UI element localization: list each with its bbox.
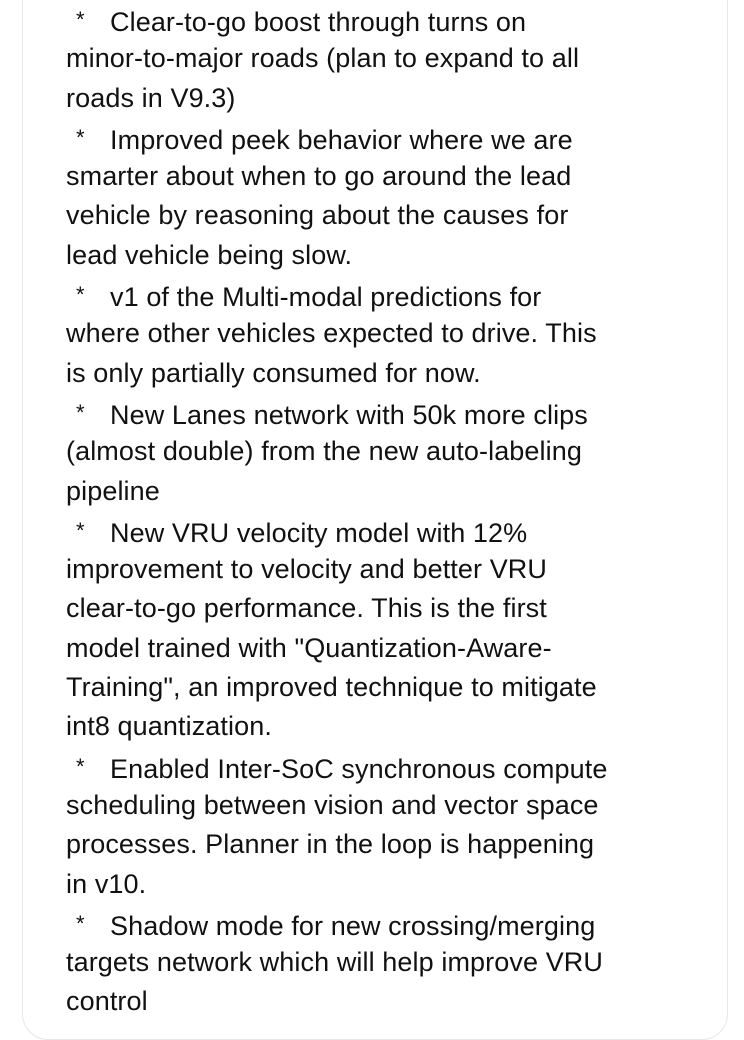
note-text-line: scheduling between vision and vector space [66,789,599,820]
note-item [66,904,736,1022]
note-item [66,511,736,747]
note-text-line: vehicle by reasoning about the causes for [66,200,569,231]
note-text-line: smarter about when to go around the lead [66,161,572,192]
note-item [66,393,736,511]
note-text-line: improvement to velocity and better VRU [66,554,548,585]
bullet-asterisk: * [76,753,85,779]
note-text-line: control [66,986,148,1017]
note-text-line: targets network which will help improve VRU [66,947,603,978]
note-text-line: pipeline [66,475,160,506]
note-text-line: (almost double) from the new auto-labeling [66,436,582,467]
note-item [66,747,736,904]
note-text-line: roads in V9.3) [66,82,236,113]
note-item [66,0,736,118]
bullet-asterisk: * [76,910,85,936]
note-text-line: lead vehicle being slow. [66,239,353,270]
note-text-line: Improved peek behavior where we are [110,124,573,155]
note-text-line: model trained with "Quantization-Aware- [66,632,552,663]
bullet-asterisk: * [76,282,85,308]
note-text-line: in v10. [66,868,147,899]
bullet-asterisk: * [76,124,85,150]
note-text-line: processes. Planner in the loop is happening [66,829,595,860]
release-notes-text [66,0,736,1022]
bullet-asterisk: * [76,517,85,543]
note-text-line: Enabled Inter-SoC synchronous compute [110,753,608,784]
bullet-asterisk: * [76,7,85,32]
note-text-line: Shadow mode for new crossing/merging [110,910,596,941]
note-text-line: Clear-to-go boost through turns on [110,7,527,37]
note-text-line: v1 of the Multi-modal predictions for [110,282,542,313]
note-text-line: New Lanes network with 50k more clips [110,399,588,430]
note-text-line: where other vehicles expected to drive. This [66,318,597,349]
note-text-line: New VRU velocity model with 12% [110,517,528,548]
note-item [66,118,736,275]
note-text-line: minor-to-major roads (plan to expand to all [66,43,580,74]
note-text-line: int8 quantization. [66,711,272,742]
note-text-line: Training", an improved technique to mitigate [66,672,597,703]
note-text-line: clear-to-go performance. This is the first [66,593,547,624]
bullet-asterisk: * [76,399,85,425]
note-text-line: is only partially consumed for now. [66,357,481,388]
note-item [66,275,736,393]
